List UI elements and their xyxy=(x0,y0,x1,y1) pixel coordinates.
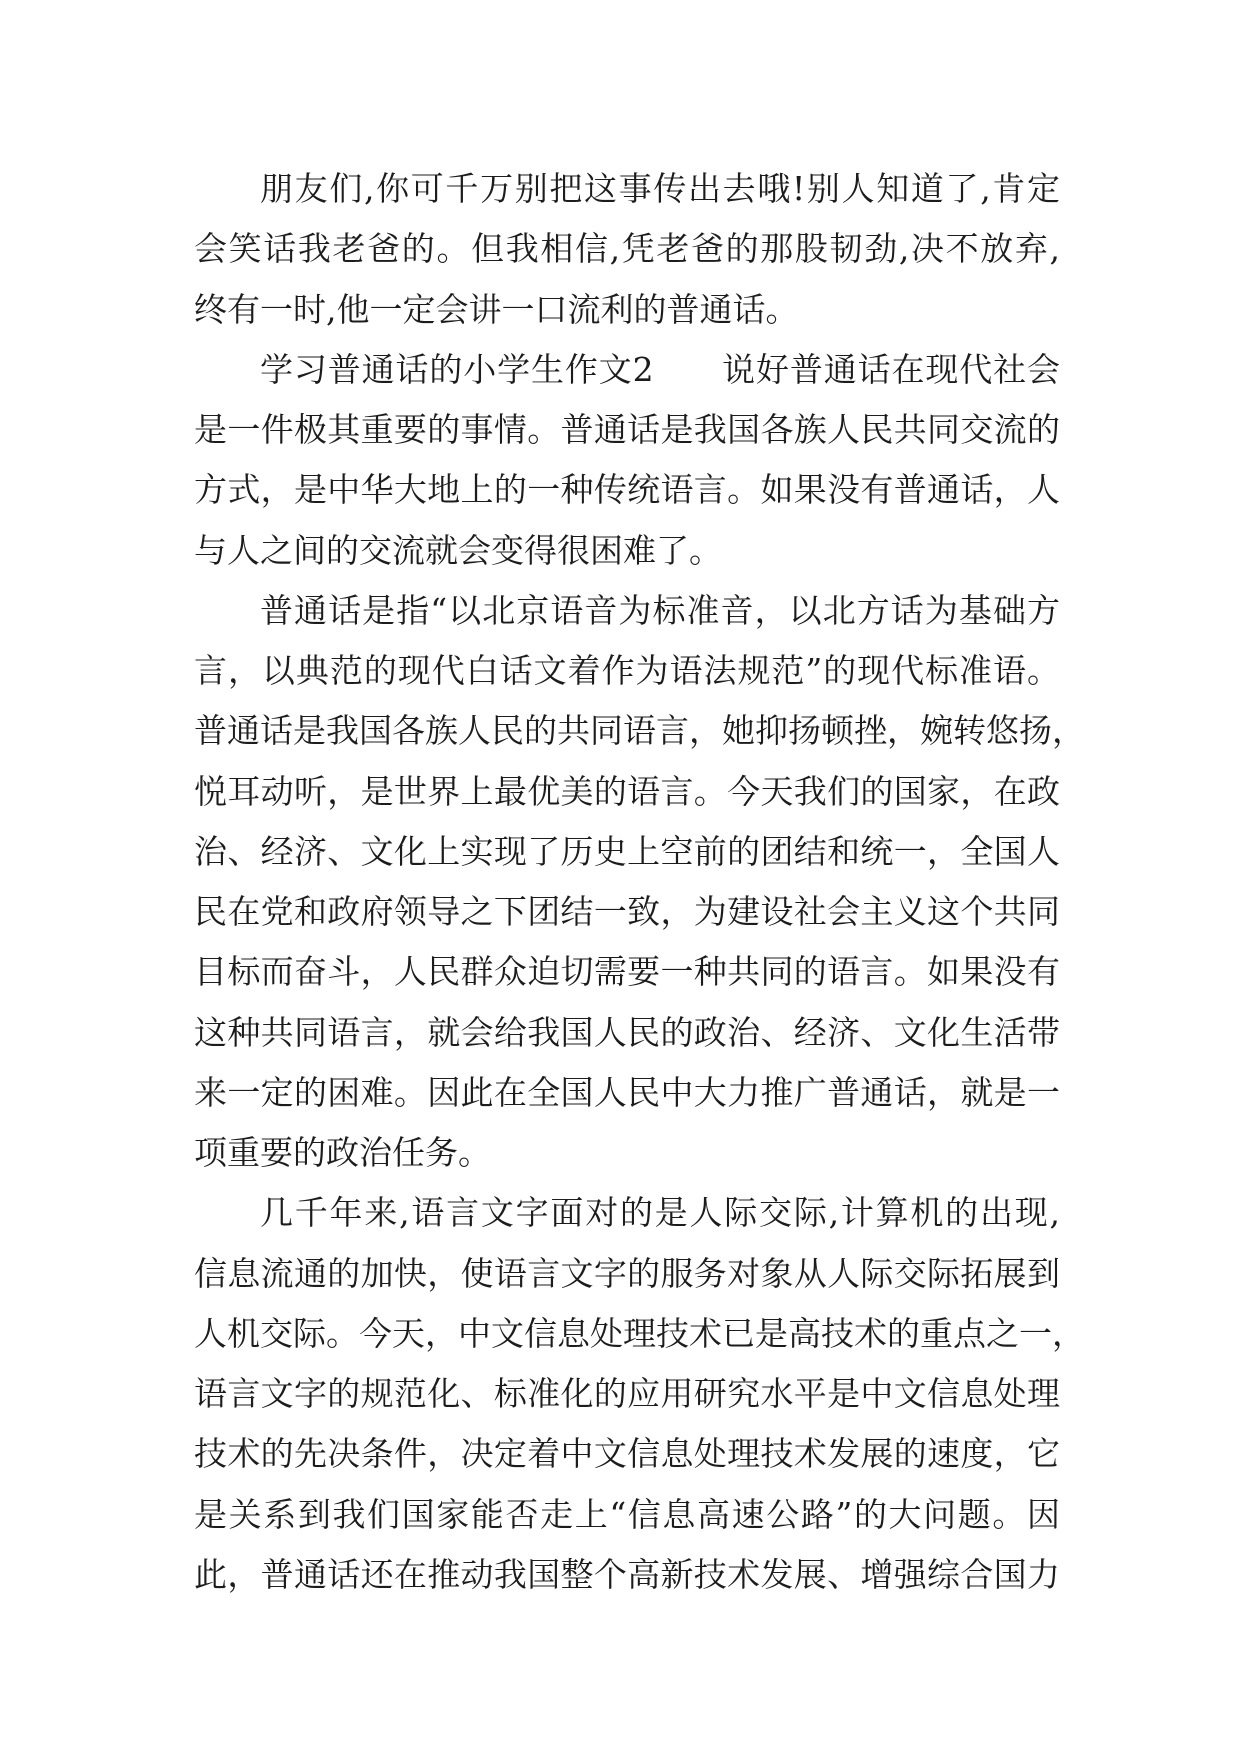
body-text xyxy=(194,159,1085,1605)
text-line: 治、经济、文化上实现了历史上空前的团结和统一，全国人 xyxy=(194,831,1060,871)
text-line: 语言文字的规范化、标准化的应用研究水平是中文信息处理 xyxy=(194,1374,1060,1413)
text-line: 普通话是指“以北京语音为标准音，以北方话为基础方 xyxy=(260,590,1060,630)
text-line: 信息流通的加快，使语言文字的服务对象从人际交际拓展到 xyxy=(194,1253,1060,1293)
paragraph xyxy=(194,581,1085,1184)
text-line: 几千年来,语言文字面对的是人际交际,计算机的出现, xyxy=(260,1193,1060,1233)
text-line: 目标而奋斗，人民群众迫切需要一种共同的语言。如果没有 xyxy=(194,952,1060,992)
text-line: 会笑话我老爸的。但我相信,凭老爸的那股韧劲,决不放弃, xyxy=(194,229,1060,269)
text-line: 是一件极其重要的事情。普通话是我国各族人民共同交流的 xyxy=(194,410,1060,449)
text-line: 民在党和政府领导之下团结一致，为建设社会主义这个共同 xyxy=(194,892,1060,931)
text-line: 是关系到我们国家能否走上“信息高速公路”的大问题。因 xyxy=(194,1494,1060,1534)
text-line: 与人之间的交流就会变得很困难了。 xyxy=(194,530,722,570)
text-line: 普通话是我国各族人民的共同语言，她抑扬顿挫，婉转悠扬， xyxy=(194,711,1085,751)
text-line: 终有一时,他一定会讲一口流利的普通话。 xyxy=(194,289,799,329)
text-line: 此，普通话还在推动我国整个高新技术发展、增强综合国力 xyxy=(194,1554,1060,1594)
text-line: 项重要的政治任务。 xyxy=(194,1133,491,1172)
text-line: 朋友们,你可千万别把这事传出去哦!别人知道了,肯定 xyxy=(260,169,1060,208)
paragraph xyxy=(194,1183,1085,1605)
text-line: 学习普通话的小学生作文2 说好普通话在现代社会 xyxy=(260,349,1060,389)
paragraph xyxy=(194,340,1060,581)
text-line: 来一定的困难。因此在全国人民中大力推广普通话，就是一 xyxy=(194,1072,1060,1112)
text-line: 技术的先决条件，决定着中文信息处理技术发展的速度，它 xyxy=(194,1434,1060,1474)
text-line: 人机交际。今天，中文信息处理技术已是高技术的重点之一， xyxy=(194,1313,1085,1353)
text-line: 言，以典范的现代白话文着作为语法规范”的现代标准语。 xyxy=(194,651,1060,690)
text-line: 悦耳动听，是世界上最优美的语言。今天我们的国家，在政 xyxy=(194,771,1060,811)
paragraph xyxy=(194,159,1060,340)
text-line: 这种共同语言，就会给我国人民的政治、经济、文化生活带 xyxy=(194,1012,1060,1052)
text-line: 方式，是中华大地上的一种传统语言。如果没有普通话，人 xyxy=(194,470,1060,510)
